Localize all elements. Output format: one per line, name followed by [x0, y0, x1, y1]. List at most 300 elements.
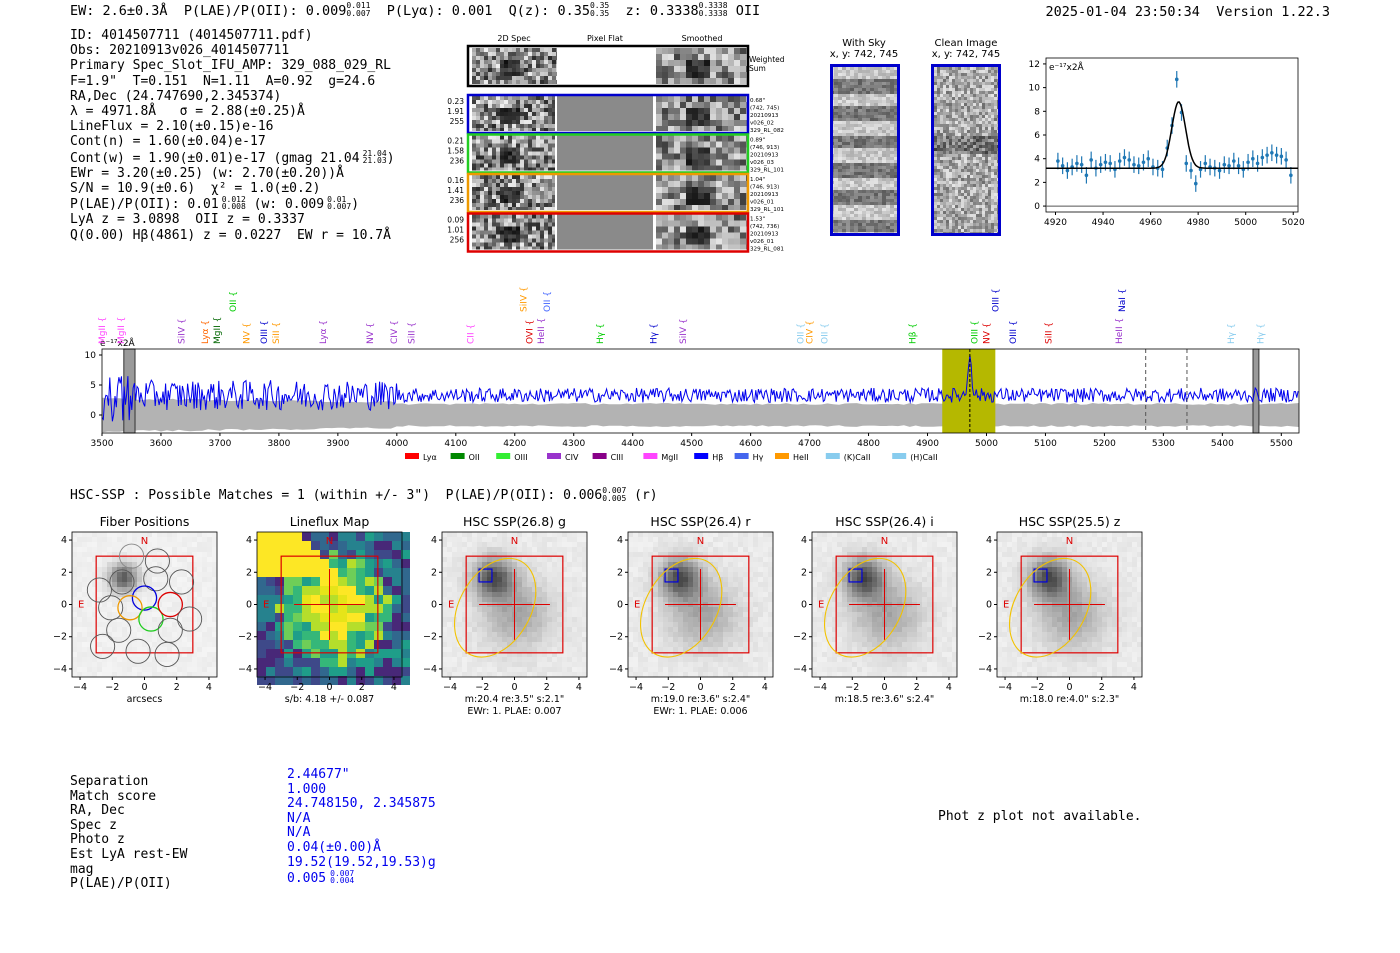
fit-x-tick-label: 5020	[1281, 218, 1305, 228]
emission-line-label: OII {	[796, 323, 807, 344]
east-label: E	[634, 599, 641, 611]
fit-point-marker	[1146, 157, 1150, 161]
match-value: 19.52(19.52,19.53)g	[287, 854, 436, 870]
spec-x-tick-label: 4600	[739, 439, 763, 449]
cutout-clean	[926, 38, 1006, 60]
hsc-y-tick-label: 2	[800, 567, 807, 579]
emission-line-label: OII {	[820, 323, 831, 344]
hsc-x-tick-label: 4	[761, 682, 768, 693]
fit-point-marker	[1104, 160, 1108, 164]
match-key: Separation	[70, 774, 149, 789]
fit-y-tick-label: 4	[1034, 154, 1040, 165]
legend-swatch	[451, 453, 465, 459]
spec2d-col-header: Smoothed	[681, 34, 723, 43]
legend-swatch	[593, 453, 607, 459]
gmag-range: 21.04 21.03	[362, 148, 387, 165]
fiber-left-label: 236	[449, 156, 464, 166]
fit-point-marker	[1184, 162, 1188, 166]
hsc-y-tick-label: −4	[52, 663, 67, 675]
plae-w-range: 0.01 0.007	[327, 195, 352, 212]
hsc-y-tick-label: 0	[616, 599, 623, 611]
emission-line-label: HeII {	[537, 317, 548, 344]
hsc-caption: m:18.5 re:3.6" s:2.4"	[834, 694, 935, 705]
fiber-row	[447, 95, 784, 134]
legend-label: Hγ	[752, 453, 764, 462]
north-label: N	[510, 536, 519, 547]
hsc-y-tick-label: 2	[985, 567, 992, 579]
pixel-flat	[557, 96, 653, 131]
pixel-flat	[557, 215, 653, 250]
hsc-plae-hi: 0.007	[602, 486, 627, 495]
legend-entry	[735, 453, 764, 462]
hsc-x-tick-label: −4	[443, 682, 458, 693]
hsc-plae-lo: 0.005	[602, 494, 627, 503]
header-plae-lo: 0.007	[346, 9, 371, 18]
hsc-x-tick-label: 4	[1130, 682, 1137, 693]
spec-x-tick-label: 4200	[503, 439, 527, 449]
fit-point-marker	[1237, 164, 1241, 168]
timestamp: 2025-01-04 23:50:34	[1045, 4, 1200, 20]
header-ew: EW: 2.6±0.3Å	[70, 3, 168, 19]
fit-y-tick-label: 8	[1034, 107, 1040, 118]
fiber-left-label: 1.58	[447, 146, 464, 156]
emission-line-label: OIII {	[260, 320, 271, 344]
header-qz-lo: 0.35	[589, 9, 610, 18]
info-line-text: F=1.9" T=0.151 N=1.11 A=0.92 g=24.6	[70, 73, 376, 89]
fit-point-marker	[1218, 169, 1222, 173]
photz-message: Phot z plot not available.	[938, 809, 1142, 824]
spec-x-tick-label: 4000	[385, 439, 409, 449]
fit-point-marker	[1284, 158, 1288, 162]
fiber-right-label: 20210913	[750, 192, 779, 198]
legend-entry	[826, 453, 871, 462]
info-line	[70, 28, 395, 43]
hsc-y-tick-label: −2	[608, 631, 623, 643]
emission-line-label: OIII {	[991, 288, 1002, 312]
emission-line-label: OII {	[543, 291, 554, 312]
spec-x-tick-label: 4500	[680, 439, 704, 449]
legend-entry	[405, 453, 437, 462]
hsc-x-tick-label: 4	[945, 682, 952, 693]
legend-entry	[547, 453, 579, 462]
emission-line-label: Hγ {	[649, 323, 660, 344]
fit-point-marker	[1075, 162, 1079, 166]
legend-swatch	[496, 453, 510, 459]
fiber-left-label: 0.21	[447, 136, 464, 146]
fit-y-tick-label: 10	[1028, 83, 1040, 94]
pixel-flat	[557, 136, 653, 171]
spec-x-tick-label: 5400	[1210, 439, 1234, 449]
hsc-caption: arcsecs	[126, 694, 163, 705]
line-fit-chart	[1020, 50, 1320, 230]
info-line-text: P(LAE)/P(OII): 0.01	[70, 197, 219, 213]
fit-point-marker	[1099, 163, 1103, 167]
hsc-x-tick-label: 2	[358, 682, 365, 693]
emission-line-label: MgII {	[212, 316, 223, 344]
emission-line-label: SiIV {	[519, 286, 530, 312]
clean-title: Clean Image	[934, 38, 998, 49]
east-label: E	[448, 599, 455, 611]
fiber-left-label: 236	[449, 196, 464, 205]
hsc-panel	[238, 514, 410, 705]
info-line: Cont(w) = 1.90(±0.01)e-17 (gmag 21.04 21.04 21.03)	[70, 148, 395, 166]
legend-swatch	[892, 453, 906, 459]
hsc-x-tick-label: 2	[1098, 682, 1105, 693]
emission-line-label: SiIV {	[177, 318, 188, 344]
north-label: N	[1065, 536, 1074, 547]
header-z: z: 0.3338	[625, 3, 699, 19]
fiber-left-label: 1.91	[447, 107, 464, 116]
east-label: E	[1003, 599, 1010, 611]
hsc-caption: m:18.0 re:4.0" s:2.3"	[1019, 694, 1120, 705]
header-z-line: OII	[735, 3, 761, 19]
emission-line-label: NV {	[982, 322, 993, 344]
legend-label: OII	[468, 453, 480, 462]
info-line-text: Primary Spec_Slot_IFU_AMP: 329_088_029_RL	[70, 58, 391, 74]
fiber-right-label: 20210913	[750, 231, 779, 238]
hsc-x-tick-label: −2	[290, 682, 305, 693]
fiber-right-label: 0.68"	[750, 98, 766, 104]
hsc-y-tick-label: 2	[430, 567, 437, 579]
emission-line-label: SiII {	[407, 321, 418, 344]
fiber-right-label: 329_RL_082	[750, 128, 784, 134]
match-key: mag	[70, 861, 94, 877]
legend-entry	[892, 453, 937, 462]
fiber-left-label: 0.23	[447, 97, 464, 106]
hsc-y-tick-label: 4	[800, 535, 807, 547]
fit-point-marker	[1246, 160, 1250, 164]
legend-label: HeII	[793, 453, 809, 462]
north-label: N	[140, 536, 149, 547]
fiber-right-label: 20210913	[750, 113, 779, 119]
hsc-y-tick-label: 0	[430, 599, 437, 611]
hsc-x-tick-label: −2	[105, 682, 120, 693]
hsc-y-tick-label: 2	[616, 567, 623, 579]
hsc-x-tick-label: −4	[73, 682, 88, 693]
info-line-text: Cont(w) = 1.90(±0.01)e-17 (gmag 21.04	[70, 150, 360, 166]
hsc-x-tick-label: 0	[881, 682, 888, 693]
info-line	[70, 74, 395, 89]
hsc-x-tick-label: −4	[813, 682, 828, 693]
emission-line-label: SiIV {	[678, 318, 689, 344]
match-values	[287, 768, 436, 887]
east-label: E	[78, 599, 85, 611]
hsc-y-tick-label: 4	[245, 535, 252, 547]
info-line-text: LineFlux = 2.10(±0.15)e-16	[70, 119, 274, 135]
fit-point-marker	[1056, 159, 1060, 163]
fiber-row	[447, 135, 784, 174]
fit-point-marker	[1118, 159, 1122, 163]
fiber-left-label: 0.16	[447, 176, 464, 185]
info-line	[70, 228, 395, 243]
weighted-sum-label-2: Sum	[749, 64, 766, 73]
detection-info	[70, 28, 395, 243]
hsc-y-tick-label: −4	[792, 663, 807, 675]
hsc-y-tick-label: 2	[60, 567, 67, 579]
fit-point-marker	[1189, 169, 1193, 173]
spec-x-tick-label: 4400	[621, 439, 645, 449]
emission-line-label: Hγ {	[596, 323, 607, 344]
legend-label: (K)CaII	[843, 453, 871, 462]
fit-point-marker	[1085, 173, 1089, 177]
match-plae-range: 0.007 0.004	[330, 869, 355, 886]
spec-x-tick-label: 4800	[857, 439, 881, 449]
info-line-text: RA,Dec (24.747690,2.345374)	[70, 88, 282, 104]
legend-label: MgII	[661, 453, 679, 462]
legend-entry	[496, 453, 527, 462]
legend-swatch	[694, 453, 708, 459]
match-key: RA, Dec	[70, 803, 125, 819]
header-plae: P(LAE)/P(OII): 0.009	[183, 3, 347, 19]
fiber-row	[447, 214, 784, 253]
info-line	[70, 58, 395, 73]
emission-line-label: NaI {	[1118, 288, 1129, 312]
hsc-y-tick-label: −2	[422, 631, 437, 643]
fit-point-marker	[1203, 162, 1207, 166]
weighted-sum-label: Weighted	[749, 55, 785, 64]
hsc-panel	[53, 514, 217, 705]
spec2d-panel	[440, 32, 800, 254]
fit-point-marker	[1137, 164, 1141, 168]
hsc-x-tick-label: 0	[141, 682, 148, 693]
fit-point-marker	[1108, 162, 1112, 166]
fit-y-tick-label: 2	[1034, 178, 1040, 189]
info-line-text: LyA z = 3.0898 OII z = 0.3337	[70, 212, 305, 228]
fiber-right-label: (742, 736)	[750, 224, 780, 230]
emission-line-label: SiII {	[1044, 321, 1055, 344]
hsc-y-tick-label: −2	[977, 631, 992, 643]
hsc-panel-title: HSC SSP(26.8) g	[463, 514, 566, 529]
match-value: 2.44677"	[287, 767, 350, 782]
hsc-panel-title: HSC SSP(25.5) z	[1018, 514, 1121, 529]
match-value: 0.04(±0.00)Å	[287, 839, 381, 855]
spec-x-tick-label: 4100	[444, 439, 468, 449]
hsc-panel	[793, 514, 957, 705]
fit-x-tick-label: 4980	[1186, 218, 1210, 228]
match-key: Est LyA rest-EW	[70, 846, 188, 862]
hsc-x-tick-label: −2	[661, 682, 676, 693]
legend-swatch	[826, 453, 840, 459]
hsc-y-tick-label: 0	[800, 599, 807, 611]
fit-point-marker	[1161, 168, 1165, 172]
hsc-x-tick-label: 0	[1066, 682, 1073, 693]
emission-line-label: HeII {	[1115, 317, 1126, 344]
fiber-right-label: 20210913	[750, 152, 779, 159]
spec-x-tick-label: 5100	[1033, 439, 1057, 449]
info-line-text: ID: 4014507711 (4014507711.pdf)	[70, 28, 313, 43]
spec-x-tick-label: 3600	[149, 439, 173, 449]
hsc-y-tick-label: −4	[237, 663, 252, 675]
hsc-panel	[423, 514, 587, 717]
hsc-y-tick-label: 4	[430, 535, 437, 547]
hsc-cutout-panels	[40, 510, 1170, 725]
hsc-band: (r)	[634, 488, 658, 503]
spec-x-tick-label: 3700	[208, 439, 232, 449]
with-sky-image	[830, 64, 900, 236]
emission-line-label: CII {	[466, 323, 477, 344]
legend-swatch	[643, 453, 657, 459]
spec-y-tick-label: 0	[90, 411, 96, 421]
info-line-text: S/N = 10.9(±0.6) χ² = 1.0(±0.2)	[70, 181, 321, 197]
emission-line-label: OII {	[228, 291, 239, 312]
hsc-y-tick-label: −2	[237, 631, 252, 643]
spec-x-tick-label: 5300	[1151, 439, 1175, 449]
hsc-x-tick-label: 0	[326, 682, 333, 693]
info-line	[70, 104, 395, 119]
fit-point-marker	[1061, 164, 1065, 168]
info-line	[70, 166, 395, 181]
spec-x-tick-label: 5000	[975, 439, 998, 449]
hsc-caption: s/b: 4.18 +/- 0.087	[284, 694, 375, 705]
emission-line-label: Hγ {	[1256, 323, 1267, 344]
fiber-row	[447, 174, 784, 213]
spec-x-tick-label: 3800	[267, 439, 291, 449]
match-value: 0.005 0.007 0.004	[287, 869, 355, 887]
hsc-x-tick-label: 2	[543, 682, 550, 693]
spec-x-tick-label: 4900	[916, 439, 939, 449]
match-key: Spec z	[70, 817, 117, 833]
hsc-caption-2: EWr: 1. PLAE: 0.007	[467, 706, 562, 717]
full-spectrum-chart	[60, 272, 1310, 462]
fit-plot-area	[1046, 58, 1298, 212]
hsc-y-tick-label: 0	[245, 599, 252, 611]
east-label: E	[818, 599, 825, 611]
hsc-x-tick-label: −4	[258, 682, 273, 693]
info-line	[70, 181, 395, 196]
fit-point-marker	[1127, 158, 1131, 162]
fiber-left-label: 255	[449, 117, 464, 126]
hsc-panel-title: HSC SSP(26.4) i	[835, 514, 934, 529]
spec-x-tick-label: 3500	[90, 439, 114, 449]
spec-x-tick-label: 3900	[326, 439, 350, 449]
info-line-text: EWr = 3.20(±0.25) (w: 2.70(±0.20))Å	[70, 165, 344, 181]
match-value: 24.748150, 2.345875	[287, 796, 436, 812]
emission-line-label: SiII {	[271, 321, 282, 344]
legend-swatch	[735, 453, 749, 459]
header-qz-hi: 0.35	[589, 1, 610, 10]
hsc-x-tick-label: 4	[205, 682, 212, 693]
plae-range: 0.012 0.008	[221, 195, 246, 212]
fit-point-marker	[1223, 163, 1227, 167]
fit-point-marker	[1251, 157, 1255, 161]
fiber-right-label: (746, 913)	[750, 145, 780, 151]
hsc-y-tick-label: 4	[985, 535, 992, 547]
fit-point-marker	[1089, 158, 1093, 162]
info-line	[70, 212, 395, 227]
fiber-right-label: v026_01	[750, 199, 774, 206]
emission-line-label: Hβ {	[908, 322, 919, 344]
with-sky-xy: x, y: 742, 745	[829, 49, 899, 60]
hsc-y-tick-label: 4	[60, 535, 67, 547]
info-line-text: Obs: 20210913v026_4014507711	[70, 43, 290, 59]
fiber-left-label: 1.41	[447, 186, 464, 195]
north-label: N	[696, 536, 705, 547]
header-plya: P(Lyα): 0.001	[386, 3, 493, 19]
hsc-panel-title: HSC SSP(26.4) r	[650, 514, 751, 529]
fiber-right-label: 0.89"	[750, 137, 766, 144]
north-label: N	[880, 536, 889, 547]
hsc-y-tick-label: −4	[608, 663, 623, 675]
hsc-x-tick-label: −4	[998, 682, 1013, 693]
hsc-x-tick-label: 0	[511, 682, 518, 693]
header-right	[1046, 4, 1331, 20]
emission-line-label: NV {	[242, 322, 253, 344]
info-line: P(LAE)/P(OII): 0.01 0.012 0.008 (w: 0.009 0.01 0.007)	[70, 195, 360, 213]
match-value: 1.000	[287, 781, 327, 797]
east-label: E	[263, 599, 270, 611]
spec-x-tick-label: 4300	[562, 439, 586, 449]
hsc-x-tick-label: 4	[575, 682, 582, 693]
hsc-title	[70, 487, 658, 503]
fiber-left-label: 256	[449, 235, 464, 245]
fit-point-marker	[1175, 78, 1179, 82]
fit-point-marker	[1261, 156, 1265, 160]
fit-x-tick-label: 4940	[1091, 218, 1115, 228]
fiber-right-label: 329_RL_081	[750, 246, 784, 253]
spec-y-tick-label: 5	[90, 381, 96, 391]
hsc-x-tick-label: −4	[629, 682, 644, 693]
hsc-caption-2: EWr: 1. PLAE: 0.006	[653, 706, 748, 717]
weighted-sum-row	[468, 46, 785, 86]
legend-label: Lyα	[423, 453, 437, 462]
legend-entry	[451, 453, 480, 462]
fit-point-marker	[1123, 156, 1127, 160]
fit-y-tick-label: 0	[1034, 202, 1040, 213]
fit-point-marker	[1265, 153, 1269, 157]
fit-point-marker	[1270, 151, 1274, 155]
emission-line-label: OVI {	[525, 319, 536, 344]
fit-x-tick-label: 4920	[1044, 218, 1067, 228]
info-line	[70, 43, 395, 58]
spec-y-tick-label: 10	[84, 351, 96, 361]
fit-x-tick-label: 5000	[1234, 218, 1258, 228]
emission-line-label: Lyα {	[319, 319, 330, 344]
hsc-title-text: HSC-SSP : Possible Matches = 1 (within +/- 3") P(LAE)/P(OII): 0.006	[70, 488, 603, 503]
fiber-right-label: 329_RL_101	[750, 207, 784, 213]
legend-label: CIV	[565, 453, 579, 462]
header-z-lo: 0.3338	[698, 9, 728, 18]
north-label: N	[325, 536, 334, 547]
legend-label: OIII	[514, 453, 528, 462]
match-keys	[70, 775, 187, 892]
spec-x-tick-label: 4700	[798, 439, 822, 449]
spec-x-tick-label: 5200	[1092, 439, 1116, 449]
fiber-right-label: v026_02	[750, 120, 774, 127]
emission-line-label: NV {	[366, 322, 377, 344]
header-plae-hi: 0.011	[346, 1, 371, 10]
info-line	[70, 89, 395, 104]
hsc-panel	[978, 514, 1142, 705]
fit-y-tick-label: 6	[1034, 131, 1040, 141]
spec2d-col-header: 2D Spec	[497, 34, 531, 43]
hsc-y-tick-label: −4	[977, 663, 992, 675]
pixel-flat-blank	[557, 48, 653, 84]
fiber-right-label: v026_03	[750, 160, 774, 166]
fiber-left-label: 1.01	[447, 225, 464, 235]
hsc-x-tick-label: −2	[475, 682, 490, 693]
spec2d-figure	[440, 32, 800, 254]
fit-point-marker	[1132, 163, 1136, 167]
emission-line-label: Hγ {	[1227, 323, 1238, 344]
fiber-right-label: 1.04"	[750, 177, 766, 183]
info-line-text: λ = 4971.8Å σ = 2.88(±0.25)Å	[70, 104, 305, 120]
clean-image	[931, 64, 1001, 236]
hsc-panel-title: Fiber Positions	[99, 514, 190, 529]
fiber-right-label: (746, 913)	[750, 184, 780, 191]
spec-unit-label: e⁻¹⁷x2Å	[100, 339, 135, 349]
version: Version 1.22.3	[1216, 4, 1330, 20]
hsc-y-tick-label: 0	[60, 599, 67, 611]
